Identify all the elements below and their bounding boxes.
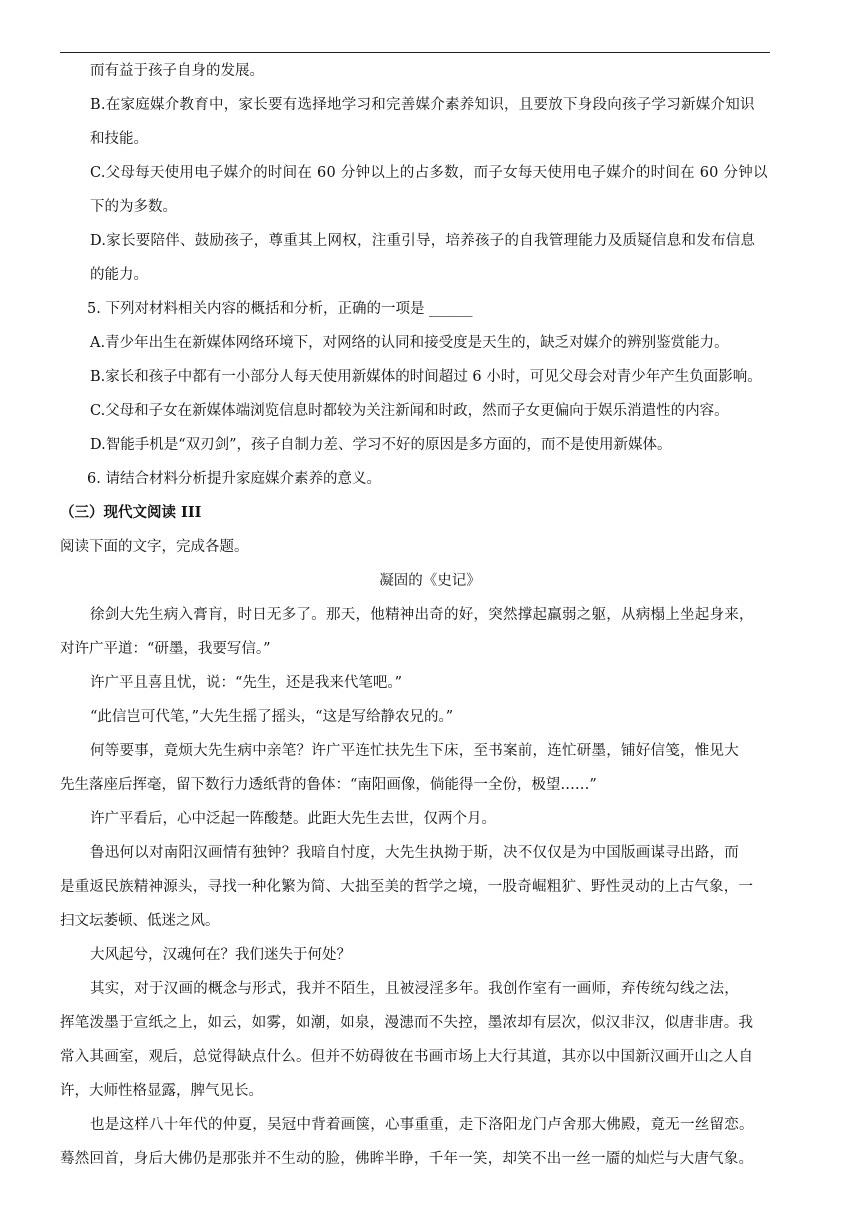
q5-option-d: D.智能手机是“双刃剑”，孩子自制力差、学习不好的原因是多方面的，而不是使用新媒体。 bbox=[90, 437, 672, 453]
q5-option-b: B.家长和孩子中都有一小部分人每天使用新媒体的时间超过 6 小时，可见父母会对青少年产生负面影响。 bbox=[90, 369, 762, 385]
paragraph-line: 扫文坛萎顿、低迷之风。 bbox=[60, 913, 220, 929]
paragraph-line: 对许广平道：“研墨，我要写信。” bbox=[60, 641, 271, 657]
paragraph-line: 许广平看后，心中泛起一阵酸楚。此距大先生去世，仅两个月。 bbox=[90, 811, 496, 827]
text-line: 的能力。 bbox=[90, 267, 148, 283]
paragraph-line: 先生落座后挥毫，留下数行力透纸背的鲁体：“南阳画像，倘能得一全份，极望……” bbox=[60, 777, 597, 793]
paragraph-line: 其实，对于汉画的概念与形式，我并不陌生，且被浸淫多年。我创作室有一画师，弃传统勾线之法， bbox=[90, 981, 739, 997]
option-d-text: D.家长要陪伴、鼓励孩子，尊重其上网权，注重引导，培养孩子的自我管理能力及质疑信息和发布信息 bbox=[90, 233, 756, 249]
paragraph-line: 大风起兮，汉魂何在？我们迷失于何处？ bbox=[90, 947, 351, 963]
option-b-text: B.在家庭媒介教育中，家长要有选择地学习和完善媒介素养知识，且要放下身段向孩子学习新媒介知识 bbox=[90, 97, 755, 113]
paragraph-line: 挥笔泼墨于宣纸之上，如云，如雾，如潮，如泉，漫漶而不失控，墨浓却有层次，似汉非汉，似唐非唐。我 bbox=[60, 1015, 754, 1031]
paragraph-line: 徐剑大先生病入膏肓，时日无多了。那天，他精神出奇的好，突然撑起羸弱之躯，从病榻上坐起身来， bbox=[90, 607, 754, 623]
text-line: 而有益于孩子自身的发展。 bbox=[90, 63, 264, 79]
paragraph-line: 也是这样八十年代的仲夏，吴冠中背着画箧，心事重重，走下洛阳龙门卢舍那大佛殿，竟无一丝留恋。 bbox=[90, 1117, 754, 1133]
paragraph-line: 许广平且喜且忧，说：“先生，还是我来代笔吧。” bbox=[90, 675, 403, 691]
paragraph-line: 是重返民族精神源头，寻找一种化繁为简、大拙至美的哲学之境，一股奇崛粗犷、野性灵动的上古气象，一 bbox=[60, 879, 754, 895]
question-6: 6. 请结合材料分析提升家庭媒介素养的意义。 bbox=[87, 471, 381, 487]
instruction-text: 阅读下面的文字，完成各题。 bbox=[60, 539, 249, 555]
paragraph-line: 蓦然回首，身后大佛仍是那张并不生动的脸，佛眸半睁，千年一笑，却笑不出一丝一靥的灿烂与大唐气象。 bbox=[60, 1151, 754, 1167]
header-rule bbox=[60, 52, 770, 53]
paragraph-line: 常入其画室，观后，总觉得缺点什么。但并不妨碍彼在书画市场上大行其道，其亦以中国新汉画开山之人自 bbox=[60, 1049, 754, 1065]
paragraph-line: 许，大师性格显露，脾气见长。 bbox=[60, 1083, 263, 1099]
paragraph-line: 鲁迅何以对南阳汉画情有独钟？我暗自忖度，大先生执拗于斯，决不仅仅是为中国版画谋寻出路，而 bbox=[90, 845, 739, 861]
article-title: 凝固的《史记》 bbox=[379, 573, 481, 589]
section-heading: （三）现代文阅读 III bbox=[60, 504, 202, 521]
q5-option-c: C.父母和子女在新媒体端浏览信息时都较为关注新闻和时政，然而子女更偏向于娱乐消遣性的内容。 bbox=[90, 403, 729, 419]
text-line: 下的为多数。 bbox=[90, 199, 177, 215]
paragraph-line: 何等要事，竟烦大先生病中亲笔？许广平连忙扶先生下床，至书案前，连忙研墨，铺好信笺，惟见大 bbox=[90, 743, 739, 759]
q5-option-a: A.青少年出生在新媒体网络环境下，对网络的认同和接受度是天生的，缺乏对媒介的辨别鉴赏能力。 bbox=[90, 335, 729, 351]
text-line: 和技能。 bbox=[90, 131, 148, 147]
paragraph-line: “此信岂可代笔，”大先生摇了摇头，“这是写给静农兄的。” bbox=[90, 709, 454, 725]
question-5: 5. 下列对材料相关内容的概括和分析，正确的一项是 ______ bbox=[87, 301, 473, 317]
option-c-text: C.父母每天使用电子媒介的时间在 60 分钟以上的占多数，而子女每天使用电子媒介的时间在 60 分钟以 bbox=[90, 165, 768, 181]
